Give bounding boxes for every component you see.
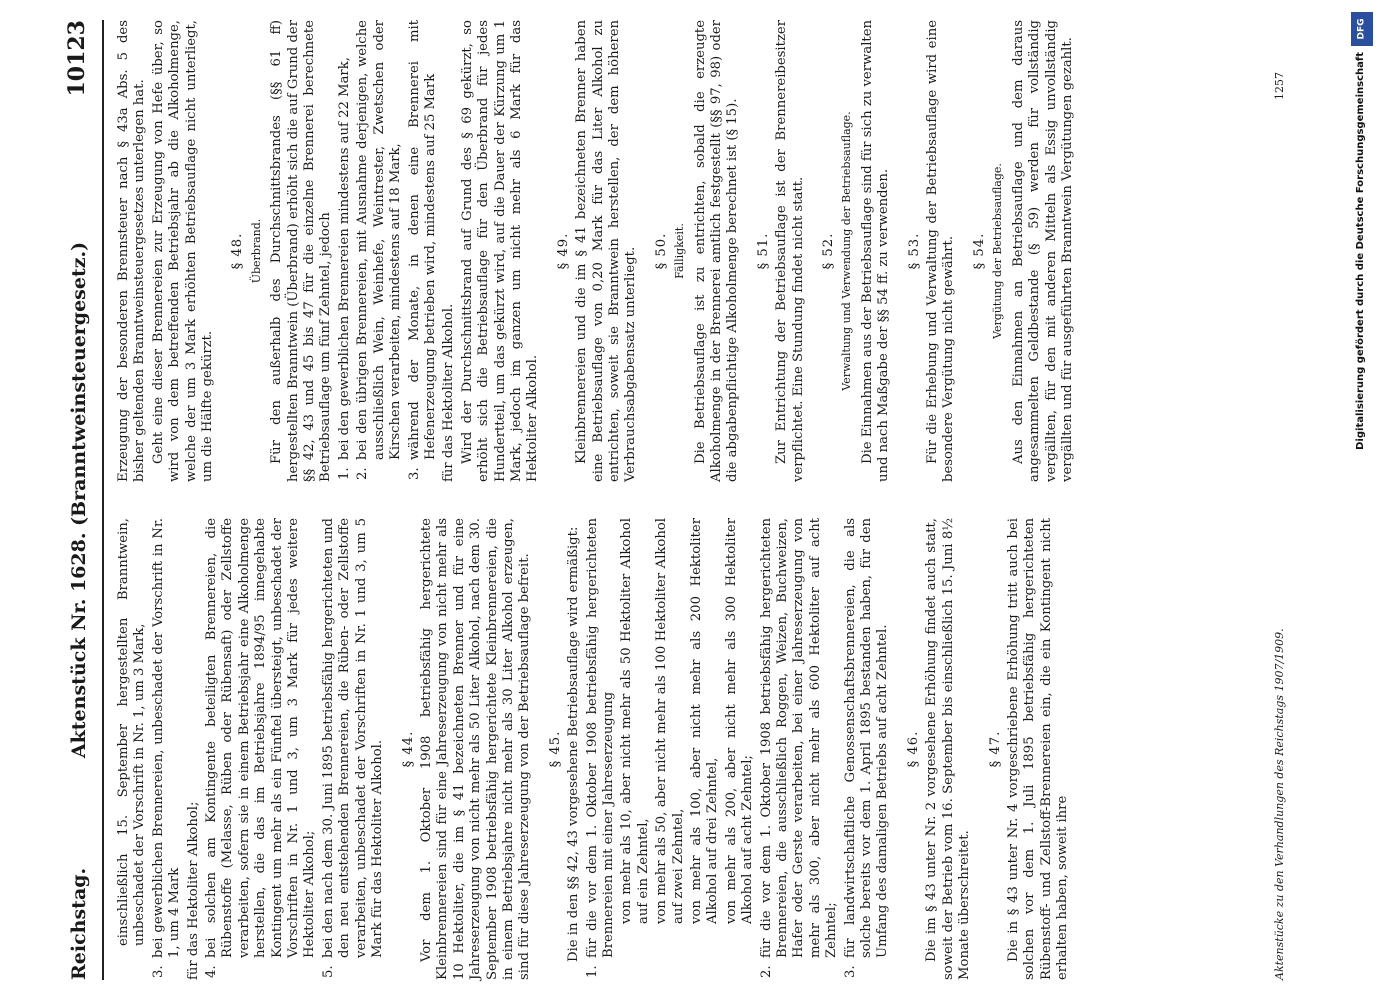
list-item: [407, 20, 440, 482]
section-heading: § 53.: [906, 232, 922, 270]
section-heading: § 51.: [755, 232, 771, 270]
paragraph: für das Hektoliter Alkohol;: [185, 801, 201, 980]
section-heading: § 52.: [821, 232, 837, 270]
paragraph: Die in § 43 unter Nr. 4 vorgeschriebene Erhöhung tritt auch bei solchen vor dem 1. Juli 1895 betriebsfähig hergerichteten Rübenstoff- und Zellstoff-Brennereien ein, die ein Kontingent nicht erhalten haben, soweit ihre: [1005, 518, 1071, 980]
dfg-logo: [1351, 12, 1373, 46]
item-text: bei gewerblichen Brennereien, unbeschadet der Vorschrift in Nr. 1, um 4 Mark: [150, 518, 183, 958]
list-item: [337, 20, 353, 482]
item-number: 3.: [406, 467, 422, 480]
paragraph: Erzeugung der besonderen Brennsteuer nach § 43a Abs. 5 des bisher geltenden Branntweinsteuergesetzes unterlegen hat.: [116, 20, 148, 482]
item-number: 4.: [204, 965, 220, 978]
funding-credit: Digitalisierung gefördert durch die Deutsche Forschungsgemeinschaft: [1355, 52, 1366, 450]
header-title: Aktenstück Nr. 1628. (Branntweinsteuergesetz.): [68, 241, 90, 759]
item-number: 2.: [355, 467, 371, 480]
item-text: für die vor dem 1. Oktober 1908 betriebsfähig hergerichteten Brennereien, die ausschließlich Roggen, Weizen, Buchweizen, Hafer oder Gerste verarbeiten, bei einer Jahreserzeugung von mehr als 300, aber nicht mehr als 600 Hektoliter auf acht Zehntel;: [758, 518, 840, 958]
paragraph: Vor dem 1. Oktober 1908 betriebsfähig hergerichtete Kleinbrennereien sind für eine Jahreserzeugung von nicht mehr als 10 Hektoliter, die im § 41 bezeichneten Brenner und für eine Jahreserzeugung von nicht mehr als 50 Liter Alkohol, nach dem 30. September 1908 betriebsfähig hergerichtete Kleinbrennereien, die in einem Betriebsjahre nicht mehr als 30 Liter Alkohol erzeugen, sind für diese Jahreserzeugung von der Betriebsauflage befreit.: [418, 518, 533, 980]
paragraph: Die Betriebsauflage ist zu entrichten, sobald die erzeugte Alkoholmenge in der Brennerei amtlich festgestellt (§§ 97, 98) oder die abgabenpflichtige Alkoholmenge berechnet ist (§ 15).: [692, 20, 741, 482]
item-text: für landwirtschaftliche Genossenschaftsbrennereien, die als solche bereits vor dem 1. April 1895 bestanden haben, für den Umfang des damaligen Betriebs auf acht Zehntel.: [842, 518, 891, 958]
item-number: 1.: [336, 467, 352, 480]
list-item: [843, 518, 892, 980]
section-subtitle: Fälligkeit.: [673, 223, 687, 279]
paragraph: Für den außerhalb des Durchschnittsbrandes (§§ 61 ff) hergestellten Branntwein (Überbrand) erhöht sich die auf Grund der §§ 42, 43 und 45 bis 47 für die einzelne Brennerei berechnete Betriebsauflage um fünf Zehntel, jedoch: [269, 20, 334, 482]
rotated-page: [40, 0, 1310, 1000]
section-subtitle: Überbrand.: [249, 218, 263, 284]
paragraph: für das Hektoliter Alkohol.: [441, 303, 457, 482]
list-item: [204, 518, 319, 980]
item-text: bei den gewerblichen Brennereien mindestens auf 22 Mark,: [336, 57, 352, 460]
paragraph: Die in den §§ 42, 43 vorgesehene Betriebsauflage wird ermäßigt:: [566, 526, 582, 962]
list-item: [585, 518, 618, 980]
sub-item: von mehr als 200, aber nicht mehr als 300 Hektoliter Alkohol auf acht Zehntel;: [723, 518, 756, 924]
section-heading: § 46.: [905, 730, 921, 768]
paragraph: einschließlich 15. September hergestellten Branntwein, unbeschadet der Vorschrift in Nr. 1, um 3 Mark,: [116, 518, 148, 946]
sub-item: von mehr als 100, aber nicht mehr als 200 Hektoliter Alkohol auf drei Zehntel,: [689, 518, 721, 924]
header-page-number: 10123: [64, 20, 90, 97]
section-subtitle: Vergütung der Betriebsauflage.: [991, 163, 1005, 339]
list-item: [321, 518, 387, 980]
item-number: 5.: [320, 965, 336, 978]
item-text: für die vor dem 1. Oktober 1908 betriebsfähig hergerichteten Brennereien mit einer Jahreserzeugung: [584, 518, 616, 958]
section-heading: § 49.: [555, 232, 571, 270]
section-heading: § 50.: [653, 232, 669, 270]
item-number: 3.: [150, 965, 166, 978]
item-number: 1.: [584, 965, 600, 978]
item-number: 3.: [842, 965, 858, 978]
sub-item: von mehr als 50, aber nicht mehr als 100 Hektoliter Alkohol auf zwei Zehntel,: [654, 518, 686, 924]
section-heading: § 44.: [400, 730, 416, 768]
sub-item: von mehr als 10, aber nicht mehr als 50 Hektoliter Alkohol auf ein Zehntel,: [619, 518, 651, 924]
page-header: [58, 20, 104, 980]
item-text: bei den nach dem 30. Juni 1895 betriebsfähig hergerichteten und den neu entstehenden Brennereien, die Rüben- oder Zellstoffe verarbeiten, unbeschadet der Vorschriften in Nr. 1 und 3, um 5 Mark für das Hektoliter Alkohol.: [320, 518, 386, 958]
left-column: [116, 518, 1074, 980]
list-item: [151, 518, 184, 980]
list-item: [759, 518, 841, 980]
digitization-sidebar: [1349, 12, 1375, 988]
paragraph: Die im § 43 unter Nr. 2 vorgesehene Erhöhung findet auch statt, soweit der Betrieb vom 16. September bis einschließlich 15. Juni 8½ Monate überschreitet.: [924, 518, 973, 980]
footer-page-number: 1257: [1273, 72, 1286, 100]
item-text: während der Monate, in denen eine Brennerei mit Hefenerzeugung betrieben wird, mindestens auf 25 Mark: [406, 20, 438, 460]
dfg-logo-text: DFG: [1356, 18, 1367, 40]
section-heading: § 47.: [987, 730, 1003, 768]
section-subtitle: Verwaltung und Verwendung der Betriebsauflage.: [840, 111, 854, 391]
paragraph: Wird der Durchschnittsbrand auf Grund des § 69 gekürzt, so erhöht sich die Betriebsauflage für den Überbrand für jedes Hundertteil, um das gekürzt wird, auf die Dauer der Kürzung um 1 Mark, jedoch im ganzen um nicht mehr als 6 Mark für das Hektoliter Alkohol.: [459, 20, 541, 482]
section-heading: § 45.: [547, 730, 563, 768]
right-column: [116, 20, 1078, 482]
section-heading: § 48.: [230, 232, 246, 270]
footer-note: Aktenstücke zu den Verhandlungen des Reichstags 1907/1909.: [1273, 628, 1286, 980]
section-heading: § 54.: [971, 232, 987, 270]
list-item: [355, 20, 404, 482]
paragraph: Geht eine dieser Brennereien zur Erzeugung von Hefe über, so wird von dem betreffenden Betriebsjahr ab die Alkoholmenge, welche der um 3 Mark erhöhten Betriebsauflage nicht unterliegt, um die Hälfte gekürzt.: [150, 20, 216, 482]
paragraph: Kleinbrennereien und die im § 41 bezeichneten Brenner haben eine Betriebsauflage von 0,20 Mark für das Liter Alkohol zu entrichten, soweit sie Branntwein herstellen, der dem höheren Verbrauchsabgabensatz unterliegt.: [574, 20, 639, 482]
paragraph: Für die Erhebung und Verwaltung der Betriebsauflage wird eine besondere Vergütung nicht gewährt.: [925, 20, 957, 482]
paragraph: Zur Entrichtung der Betriebsauflage ist der Brennereibesitzer verpflichtet. Eine Stundung findet nicht statt.: [774, 20, 806, 482]
header-left: Reichstag.: [68, 867, 90, 980]
item-text: bei solchen am Kontingente beteiligten Brennereien, die Rübenstoffe (Melasse, Rüben oder Rübensaft) oder Zellstoffe verarbeiten, sofern sie in einem Betriebsjahr eine Alkoholmenge herstellen, die das im Betriebsjahre 1894/95 innegehabte Kontingent um mehr als ein Fünftel übersteigt, unbeschadet der Vorschriften in Nr. 1 und 3, um 3 Mark für jedes weitere Hektoliter Alkohol;: [204, 518, 318, 958]
paragraph: Aus den Einnahmen an Betriebsauflage und dem daraus angesammelten Geldbestande (§ 59) werden für vollständig vergällten, für den mit anderen Mitteln als Essig unvollständig vergällten und für ausgeführten Branntwein Vergütungen gezahlt.: [1010, 20, 1075, 482]
item-text: bei den übrigen Brennereien, mit Ausnahme derjenigen, welche ausschließlich Wein, Weinhefe, Weintrester, Zwetschen oder Kirschen verarbeiten, mindestens auf 18 Mark,: [355, 20, 404, 460]
item-number: 2.: [758, 965, 774, 978]
paragraph: Die Einnahmen aus der Betriebsauflage sind für sich zu verwalten und nach Maßgabe der §§ 54 ff. zu verwenden.: [859, 19, 892, 482]
